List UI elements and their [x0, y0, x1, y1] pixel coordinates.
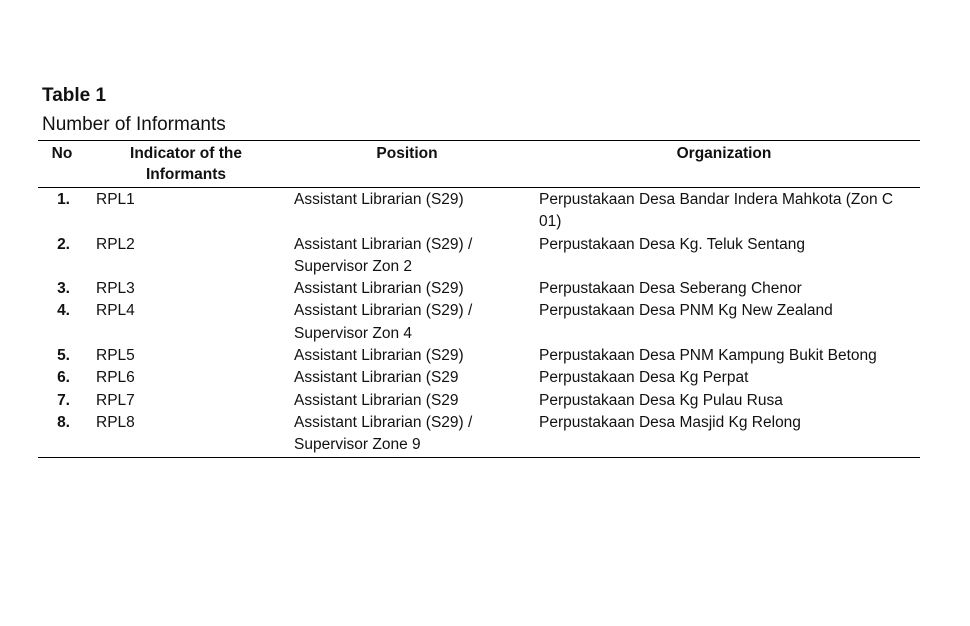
- table-caption-number: Table 1: [42, 85, 107, 106]
- cell-position: Assistant Librarian (S29) / Supervisor Zon 4: [294, 302, 473, 342]
- header-organization: Organization: [528, 141, 920, 188]
- cell-no: 3.: [57, 280, 70, 298]
- cell-position: Assistant Librarian (S29: [294, 391, 459, 409]
- table-row: [38, 412, 920, 457]
- cell-organization: Perpustakaan Desa Bandar Indera Mahkota (Zon C 01): [539, 191, 894, 231]
- cell-position: Assistant Librarian (S29: [294, 369, 459, 387]
- table-row: [38, 188, 920, 234]
- table-row: [38, 367, 920, 389]
- cell-no: 4.: [57, 302, 70, 320]
- cell-no: 7.: [57, 391, 70, 409]
- cell-indicator: RPL8: [86, 412, 286, 457]
- cell-organization: Perpustakaan Desa PNM Kg New Zealand: [539, 302, 833, 320]
- header-position: Position: [286, 141, 528, 188]
- cell-position: Assistant Librarian (S29): [294, 280, 464, 298]
- cell-indicator: RPL6: [96, 369, 135, 387]
- cell-organization: Perpustakaan Desa Kg. Teluk Sentang: [539, 235, 805, 253]
- cell-no: 2.: [57, 235, 70, 253]
- table-row: [38, 234, 920, 279]
- table-block: [38, 84, 920, 458]
- cell-indicator: RPL3: [96, 280, 135, 298]
- cell-organization: Perpustakaan Desa Kg Pulau Rusa: [539, 391, 783, 409]
- cell-indicator: RPL2: [96, 235, 135, 253]
- cell-no: 1.: [57, 191, 70, 208]
- cell-no: 5.: [57, 347, 70, 365]
- cell-organization: Perpustakaan Desa Kg Perpat: [539, 369, 749, 387]
- cell-no: 8.: [38, 412, 86, 457]
- cell-no: 6.: [57, 369, 70, 387]
- header-indicator: Indicator of the Informants: [86, 141, 286, 188]
- table-row: [38, 345, 920, 367]
- cell-organization: Perpustakaan Desa PNM Kampung Bukit Betong: [539, 347, 877, 365]
- cell-indicator: RPL1: [96, 191, 135, 208]
- table-row: [38, 390, 920, 412]
- cell-indicator: RPL5: [96, 347, 135, 365]
- cell-organization: Perpustakaan Desa Seberang Chenor: [539, 280, 802, 298]
- cell-organization: Perpustakaan Desa Masjid Kg Relong: [528, 412, 920, 457]
- table-header-row: [38, 141, 920, 188]
- cell-position: Assistant Librarian (S29) / Supervisor Zon 2: [294, 235, 473, 275]
- informants-table: [38, 140, 920, 458]
- table-row: [38, 278, 920, 300]
- header-no: No: [38, 141, 86, 188]
- cell-position: Assistant Librarian (S29): [294, 347, 464, 365]
- table-caption-title: Number of Informants: [42, 114, 226, 135]
- cell-indicator: RPL4: [96, 302, 135, 320]
- table-row: [38, 300, 920, 345]
- cell-indicator: RPL7: [96, 391, 135, 409]
- cell-position: Assistant Librarian (S29): [294, 191, 464, 208]
- cell-position: Assistant Librarian (S29) / Supervisor Zone 9: [286, 412, 528, 457]
